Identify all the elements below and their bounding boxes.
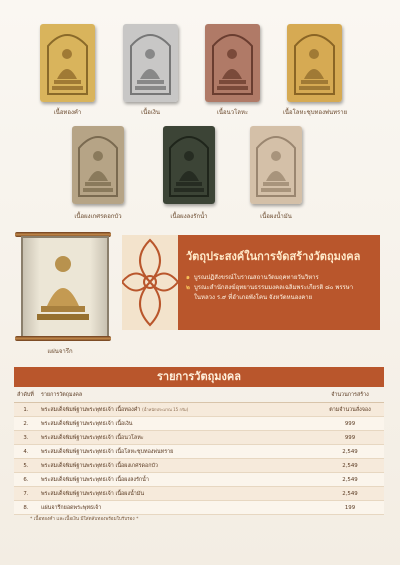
table-row: 6. พระสมเด็จพิมพ์ฐานพระพุทธเจ้า เนื้อผงลงรักน้ำ 2,549 [14, 473, 384, 487]
inscription-scroll [15, 232, 111, 342]
amulet-powder-lotus [72, 126, 124, 204]
amulet-gold [40, 24, 95, 102]
thai-pattern-ornament [122, 235, 178, 330]
caption-gold-plated: เนื้อโลหะชุบทองพ่นทราย [282, 109, 348, 116]
objectives-banner [122, 235, 380, 330]
caption-black-lacquer: เนื้อผงลงรักน้ำ [170, 213, 208, 220]
table-title: รายการวัตถุมงคล [14, 367, 384, 387]
table-row: 1. พระสมเด็จพิมพ์ฐานพระพุทธเจ้า เนื้อทองคำ (น้ำหนักประมาณ 15 กรัม) ตามจำนวนสั่งจอง [14, 403, 384, 417]
caption-gold: เนื้อทองคำ [53, 109, 82, 116]
objective-item: ๒ บูรณะสำนักสงฆ์อุทยานธรรมมงคลเฉลิมพระเกียรติ ๘๐ พรรษา [186, 284, 354, 291]
amulet-gold-plated [287, 24, 342, 102]
buddha-image-icon [33, 244, 93, 328]
caption-silver: เนื้อเงิน [141, 109, 160, 116]
amulet-oil-powder [250, 126, 302, 204]
amulet-nawaloha [205, 24, 260, 102]
amulet-black-lacquer [163, 126, 215, 204]
header-no: ลำดับที่ [14, 388, 38, 403]
amulet-list-table [14, 388, 384, 515]
caption-powder-lotus: เนื้อผงเกศรดอกบัว [74, 213, 122, 220]
table-row: 8. แผ่นจารึกยอดพระพุทธเจ้า 199 [14, 501, 384, 515]
table-row: 4. พระสมเด็จพิมพ์ฐานพระพุทธเจ้า เนื้อโลหะชุบทองพ่นทราย 2,549 [14, 445, 384, 459]
caption-scroll: แผ่นจารึก [47, 348, 73, 355]
caption-oil-powder: เนื้อผงน้ำมัน [260, 213, 292, 220]
objective-item-continued: ในหลวง ร.๙ ที่อำเภอพังโคน จังหวัดหนองคาย [194, 294, 313, 301]
header-name: รายการวัตถุมงคล [38, 388, 316, 403]
table-row: 7. พระสมเด็จพิมพ์ฐานพระพุทธเจ้า เนื้อผงน้ำมัน 2,549 [14, 487, 384, 501]
table-row: 3. พระสมเด็จพิมพ์ฐานพระพุทธเจ้า เนื้อนวโลหะ 999 [14, 431, 384, 445]
objective-item: ๑ บูรณปฏิสังขรณ์โบราณสถานวัดมฤคทายวันวิหาร [186, 274, 319, 281]
table-row: 2. พระสมเด็จพิมพ์ฐานพระพุทธเจ้า เนื้อเงิน 999 [14, 417, 384, 431]
header-qty: จำนวนการสร้าง [316, 388, 384, 403]
footnote: * เนื้อทองคำ และเนื้อเงิน มีใส่ตลับทองพร้อมใบรับรอง * [30, 517, 139, 522]
objectives-title: วัตถุประสงค์ในการจัดสร้างวัตถุมงคล [186, 250, 361, 263]
table-header-row [14, 388, 384, 403]
table-row: 5. พระสมเด็จพิมพ์ฐานพระพุทธเจ้า เนื้อผงเกศรดอกบัว 2,549 [14, 459, 384, 473]
amulet-silver [123, 24, 178, 102]
caption-nawaloha: เนื้อนวโลหะ [216, 109, 249, 116]
